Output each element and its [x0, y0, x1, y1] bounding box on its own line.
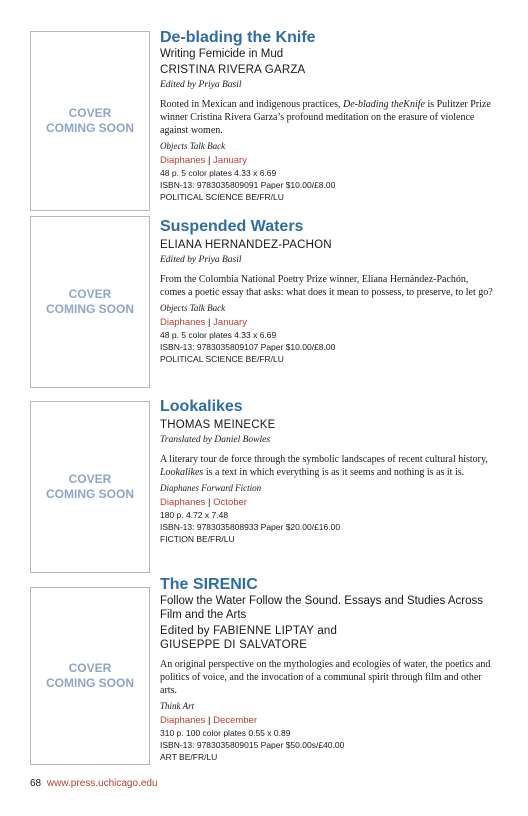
page-number: 68: [30, 778, 42, 789]
book-info: [160, 397, 496, 545]
book-description: A literary tour de force through the symbolic landscapes of recent cultural history, Lookalikes is a text in which everything is as it seems and nothing is as it is.: [160, 454, 488, 478]
book-isbn: ISBN-13: 9783035809091 Paper $10.00/£8.00: [160, 180, 336, 190]
book-specs: 48 p. 5 color plates 4.33 x 6.69: [160, 330, 277, 340]
book-series: Think Art: [160, 701, 195, 711]
publisher-line: Diaphanes | January: [160, 317, 247, 328]
book-subject: FICTION BE/FR/LU: [160, 534, 235, 544]
book-series: Objects Talk Back: [160, 303, 226, 313]
cover-placeholder: [30, 216, 150, 388]
book-title: Lookalikes: [160, 398, 243, 415]
book-subject: POLITICAL SCIENCE BE/FR/LU: [160, 192, 284, 202]
cover-placeholder-text: COVER COMING SOON: [45, 287, 134, 316]
book-info: [160, 575, 496, 763]
book-series: Diaphanes Forward Fiction: [160, 483, 262, 493]
book-subtitle: Writing Femicide in Mud: [160, 48, 284, 60]
book-subtitle: Follow the Water Follow the Sound. Essays and Studies Across Film and the Arts: [160, 595, 484, 621]
book-isbn: ISBN-13: 9783035809015 Paper $50.00s/£40.00: [160, 740, 345, 750]
book-isbn: ISBN-13: 9783035809107 Paper $10.00/£8.00: [160, 342, 336, 352]
cover-placeholder: [30, 401, 150, 573]
book-specs: 310 p. 100 color plates 0.55 x 0.89: [160, 728, 291, 738]
cover-placeholder: [30, 587, 150, 765]
book-subject: ART BE/FR/LU: [160, 752, 218, 762]
publisher-line: Diaphanes | January: [160, 155, 247, 166]
publisher-line: Diaphanes | December: [160, 715, 257, 726]
website-link[interactable]: www.press.uchicago.edu: [46, 778, 158, 789]
book-title: Suspended Waters: [160, 218, 304, 235]
page-footer: [30, 778, 158, 790]
publisher-line: Diaphanes | October: [160, 497, 247, 508]
book-title: The SIRENIC: [160, 576, 258, 593]
book-description: Rooted in Mexican and indigenous practices, De-blading theKnife is Pulitzer Prize winner Cristina Rivera Garza’s profound meditation on the erasure of violence against women.: [160, 99, 491, 136]
cover-placeholder-text: COVER COMING SOON: [45, 472, 134, 501]
book-subject: POLITICAL SCIENCE BE/FR/LU: [160, 354, 284, 364]
book-info: [160, 217, 496, 365]
book-author: THOMAS MEINECKE: [160, 419, 276, 431]
book-title: De-blading the Knife: [160, 29, 316, 46]
book-specs: 48 p. 5 color plates 4.33 x 6.69: [160, 168, 277, 178]
book-credit: Edited by Priya Basil: [160, 80, 242, 90]
book-author: ELIANA HERNANDEZ-PACHON: [160, 239, 332, 251]
cover-placeholder-text: COVER COMING SOON: [45, 106, 134, 135]
book-specs: 180 p. 4.72 x 7.48: [160, 510, 229, 520]
book-author: Edited by FABIENNE LIPTAY and GIUSEPPE DI SALVATORE: [160, 625, 338, 651]
cover-placeholder: [30, 31, 150, 211]
book-isbn: ISBN-13: 9783035808933 Paper $20.00/£16.00: [160, 522, 341, 532]
book-credit: Edited by Priya Basil: [160, 255, 242, 265]
book-credit: Translated by Daniel Bowles: [160, 435, 271, 445]
book-series: Objects Talk Back: [160, 141, 226, 151]
book-description: From the Colombia National Poetry Prize winner, Eliana Hernández-Pachón, comes a poetic essay that asks: what does it mean to possess, to preserve, to let go?: [160, 274, 493, 298]
book-info: [160, 28, 496, 203]
book-description: An original perspective on the mythologies and ecologies of water, the poetics and politics of voice, and the invocation of a communal spirit through film and other arts.: [160, 659, 491, 696]
book-author: CRISTINA RIVERA GARZA: [160, 64, 306, 76]
cover-placeholder-text: COVER COMING SOON: [45, 661, 134, 690]
